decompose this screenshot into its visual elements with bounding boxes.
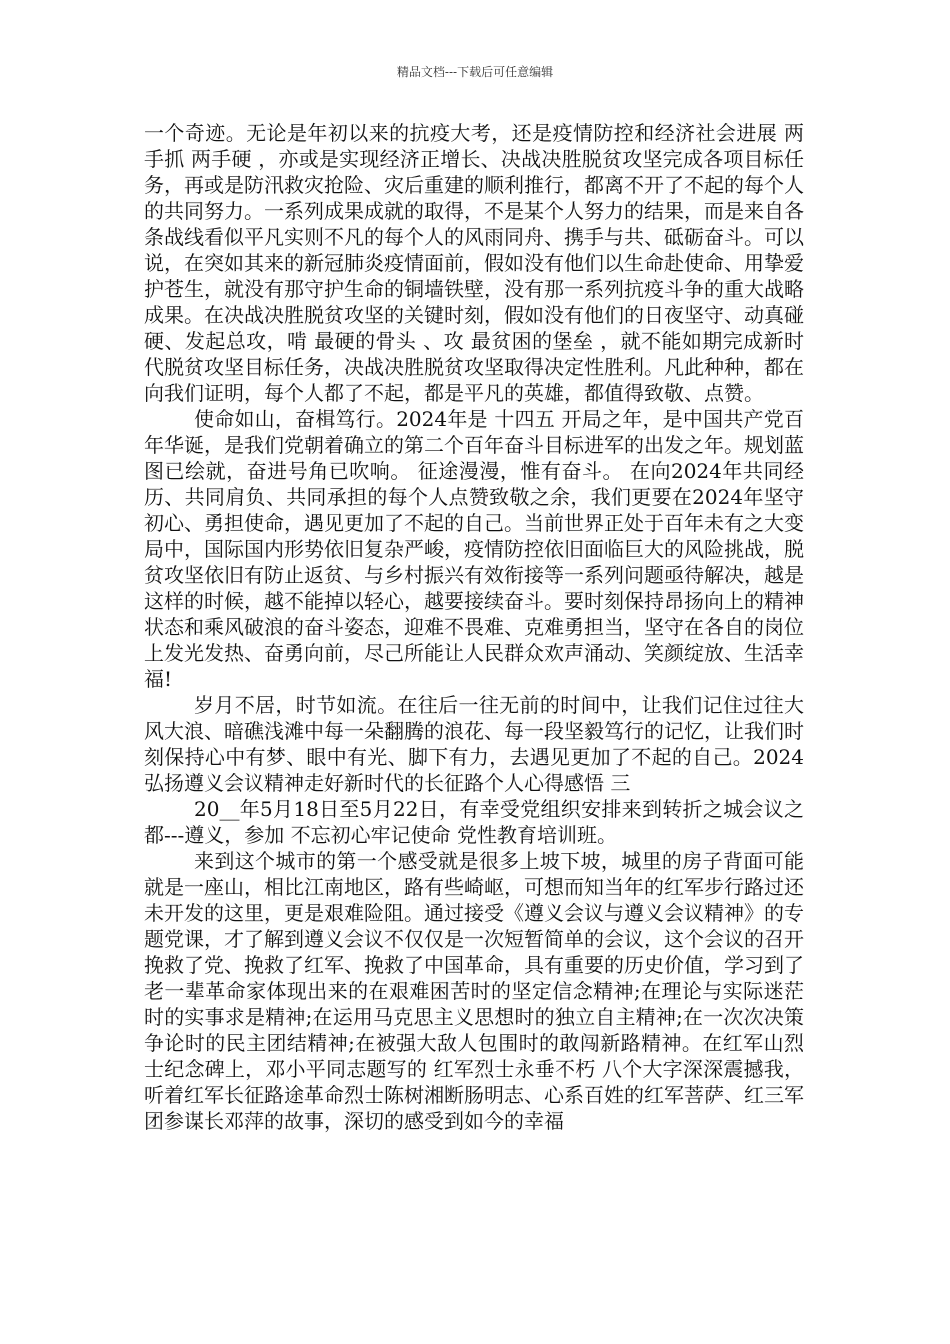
paragraph-5: 来到这个城市的第一个感受就是很多上坡下坡，城里的房子背面可能就是一座山，相比江南地区，路有些崎岖，可想而知当年的红军步行路过还未开发的这里，更是艰难险阻。通过接受《遵义会议与遵义会议精神》的专题党课，才了解到遵义会议不仅仅是一次短暂简单的会议，这个会议的召开挽救了党、挽救了红军、挽救了中国革命，具有重要的历史价值，学习到了老一辈革命家体现出来的在艰难困苦时的坚定信念精神;在理论与实际迷茫时的实事求是精神;在运用马克思主义思想时的独立自主精神;在一次次决策争论时的民主团结精神;在被强大敌人包围时的敢闯新路精神。在红军山烈士纪念碑上，邓小平同志题写的 红军烈士永垂不朽 八个大字深深震撼我，听着红军长征路途革命烈士陈树湘断肠明志、心系百姓的红军菩萨、红三军团参谋长邓萍的故事，深切的感受到如今的幸福 bbox=[144, 849, 804, 1133]
paragraph-1: 一个奇迹。无论是年初以来的抗疫大考，还是疫情防控和经济社会进展 两手抓 两手硬 ，亦或是实现经济正增长、决战决胜脱贫攻坚完成各项目标任务，再或是防汛救灾抢险、灾后重建的顺利推行，都离不开了不起的每个人的共同努力。一系列成果成就的取得，不是某个人努力的结果，而是来自各条战线看似平凡实则不凡的每个人的风雨同舟、携手与共、砥砺奋斗。可以说，在突如其来的新冠肺炎疫情面前，假如没有他们以生命赴使命、用挚爱护苍生，就没有那守护生命的铜墙铁壁，没有那一系列抗疫斗争的重大战略成果。在决战决胜脱贫攻坚的关键时刻，假如没有他们的日夜坚守、动真碰硬、发起总攻，啃 最硬的骨头 、攻 最贫困的堡垒 ，就不能如期完成新时代脱贫攻坚目标任务，决战决胜脱贫攻坚取得决定性胜利。凡此种种，都在向我们证明，每个人都了不起，都是平凡的英雄，都值得致敬、点赞。 bbox=[144, 121, 804, 405]
paragraph-3: 岁月不居，时节如流。在往后一往无前的时间中，让我们记住过往大风大浪、暗礁浅滩中每一朵翻腾的浪花、每一段坚毅笃行的记忆，让我们时刻保持心中有梦、眼中有光、脚下有力，去遇见更加了不起的自己。2024弘扬遵义会议精神走好新时代的长征路个人心得感悟 三 bbox=[144, 693, 804, 795]
page-header: 精品文档---下载后可任意编辑 bbox=[396, 65, 554, 79]
document-body bbox=[144, 120, 804, 1134]
paragraph-2: 使命如山，奋楫笃行。2024年是 十四五 开局之年，是中国共产党百年华诞，是我们党朝着确立的第二个百年奋斗目标进军的出发之年。规划蓝图已绘就，奋进号角已吹响。 征途漫漫，惟有奋斗。 在向2024年共同经历、共同肩负、共同承担的每个人点赞致敬之余，我们更要在2024年坚守初心、勇担使命，遇见更加了不起的自己。当前世界正处于百年未有之大变局中，国际国内形势依旧复杂严峻，疫情防控依旧面临巨大的风险挑战，脱贫攻坚依旧有防止返贫、与乡村振兴有效衔接等一系列问题亟待解决，越是这样的时候，越不能掉以轻心，越要接续奋斗。要时刻保持昂扬向上的精神状态和乘风破浪的奋斗姿态，迎难不畏难、克难勇担当，坚守在各自的岗位上发光发热、奋勇向前，尽己所能让人民群众欢声涌动、笑颜绽放、生活幸福! bbox=[144, 407, 804, 691]
paragraph-4: 20__年5月18日至5月22日，有幸受党组织安排来到转折之城会议之都---遵义，参加 不忘初心牢记使命 党性教育培训班。 bbox=[144, 797, 804, 847]
